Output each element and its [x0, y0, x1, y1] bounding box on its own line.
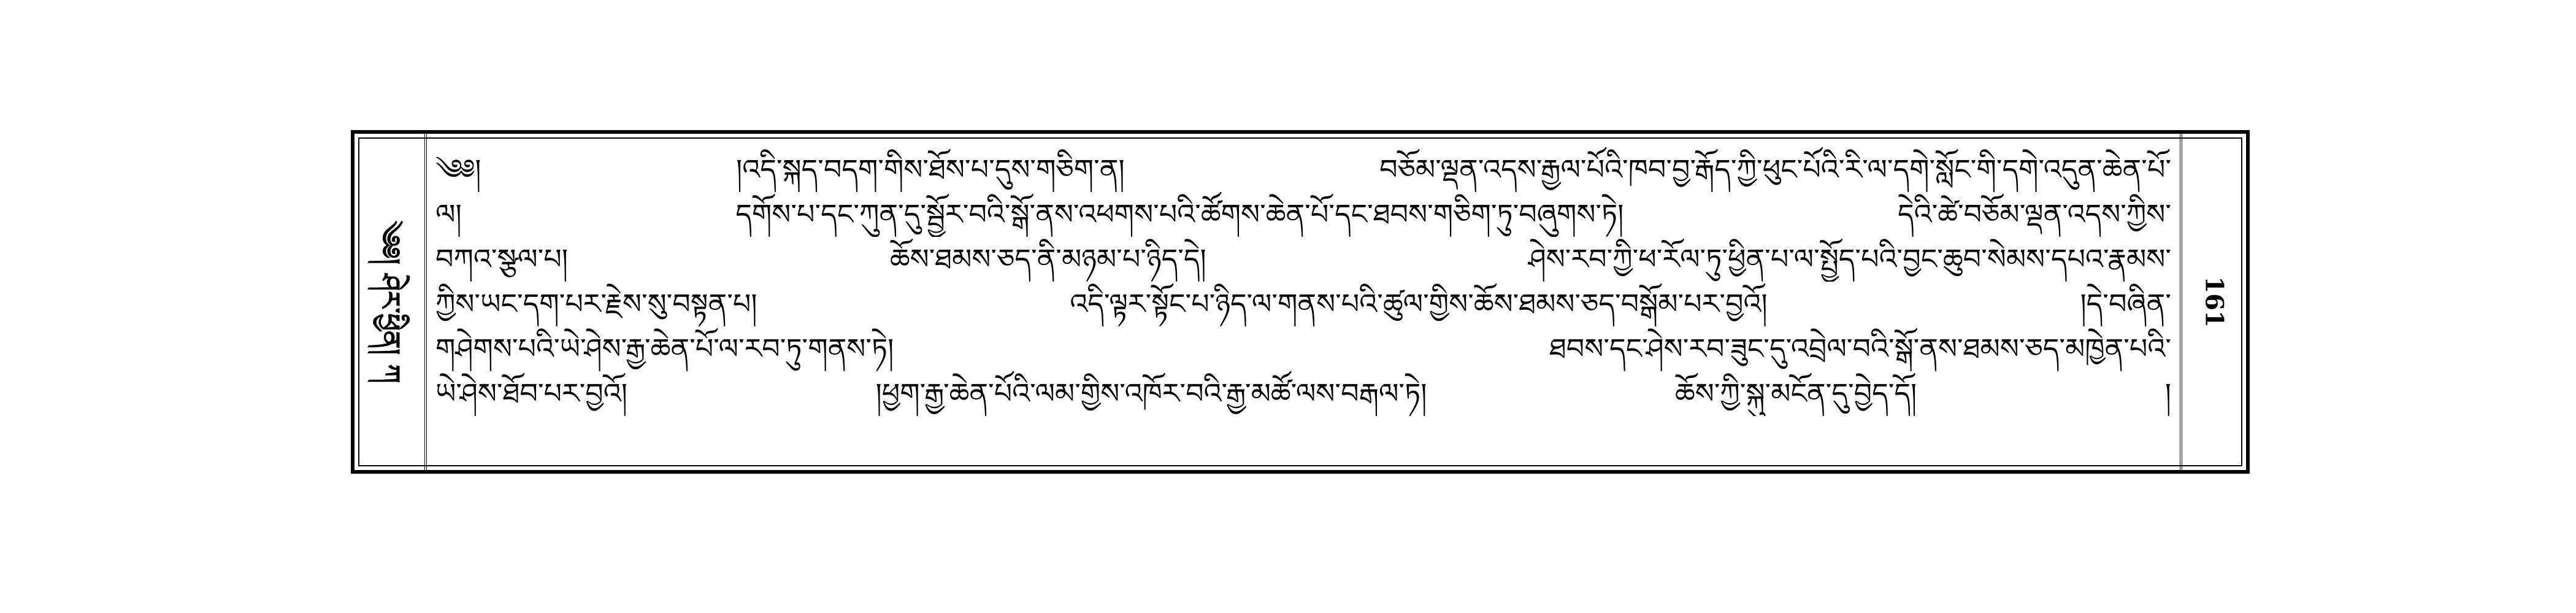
page-frame — [351, 130, 2250, 474]
text-line: ཡེ་ཤེས་ཐོབ་པར་བྱའོ། །ཕྱག་རྒྱ་ཆེན་པོའི་ལམ་གྱིས་འཁོར་བའི་རྒྱ་མཚོ་ལས་བརྒལ་ཏེ། ཆོས་ཀྱི་སྐུ་མངོན་དུ་བྱེད་དོ། ། — [435, 377, 2171, 410]
text-line: གཤེགས་པའི་ཡེ་ཤེས་རྒྱ་ཆེན་པོ་ལ་རབ་ཏུ་གནས་ཏེ། ཐབས་དང་ཤེས་རབ་ཟུང་དུ་འབྲེལ་བའི་སྒོ་ནས་ཐམས་ཅད་མཁྱེན་པའི་ — [435, 332, 2171, 365]
right-margin — [2180, 134, 2246, 470]
text-line: ༄༅། །འདི་སྐད་བདག་གིས་ཐོས་པ་དུས་གཅིག་ན། བཅོམ་ལྡན་འདས་རྒྱལ་པོའི་ཁབ་བྱ་རྒོད་ཀྱི་ཕུང་པོའི་རི་ལ་དགེ་སློང་གི་དགེ་འདུན་ཆེན་པོ་ — [435, 153, 2171, 186]
left-margin-label: ༄༅། ཤེར་ཕྱིན། ཀ — [374, 220, 405, 384]
text-line: བཀའ་སྩལ་པ། ཆོས་ཐམས་ཅད་ནི་མཉམ་པ་ཉིད་དེ། ཤེས་རབ་ཀྱི་ཕ་རོལ་ཏུ་ཕྱིན་པ་ལ་སྤྱོད་པའི་བྱང་ཆུབ་སེམས་དཔའ་རྣམས་ — [435, 242, 2171, 276]
text-line: ལ། དགོས་པ་དང་ཀུན་དུ་སྦྱོར་བའི་སྒོ་ནས་འཕགས་པའི་ཚོགས་ཆེན་པོ་དང་ཐབས་གཅིག་ཏུ་བཞུགས་ཏེ། དེའི་ཚེ་བཅོམ་ལྡན་འདས་ཀྱིས་ — [435, 198, 2171, 231]
text-line: ཀྱིས་ཡང་དག་པར་རྗེས་སུ་བསྟན་པ། འདི་ལྟར་སྟོང་པ་ཉིད་ལ་གནས་པའི་ཚུལ་གྱིས་ཆོས་ཐམས་ཅད་བསྒོམ་པར་བྱའོ། །དེ་བཞིན་ — [435, 287, 2171, 320]
left-margin — [355, 134, 427, 470]
text-body — [435, 147, 2171, 457]
page-number: 161 — [2199, 276, 2229, 328]
